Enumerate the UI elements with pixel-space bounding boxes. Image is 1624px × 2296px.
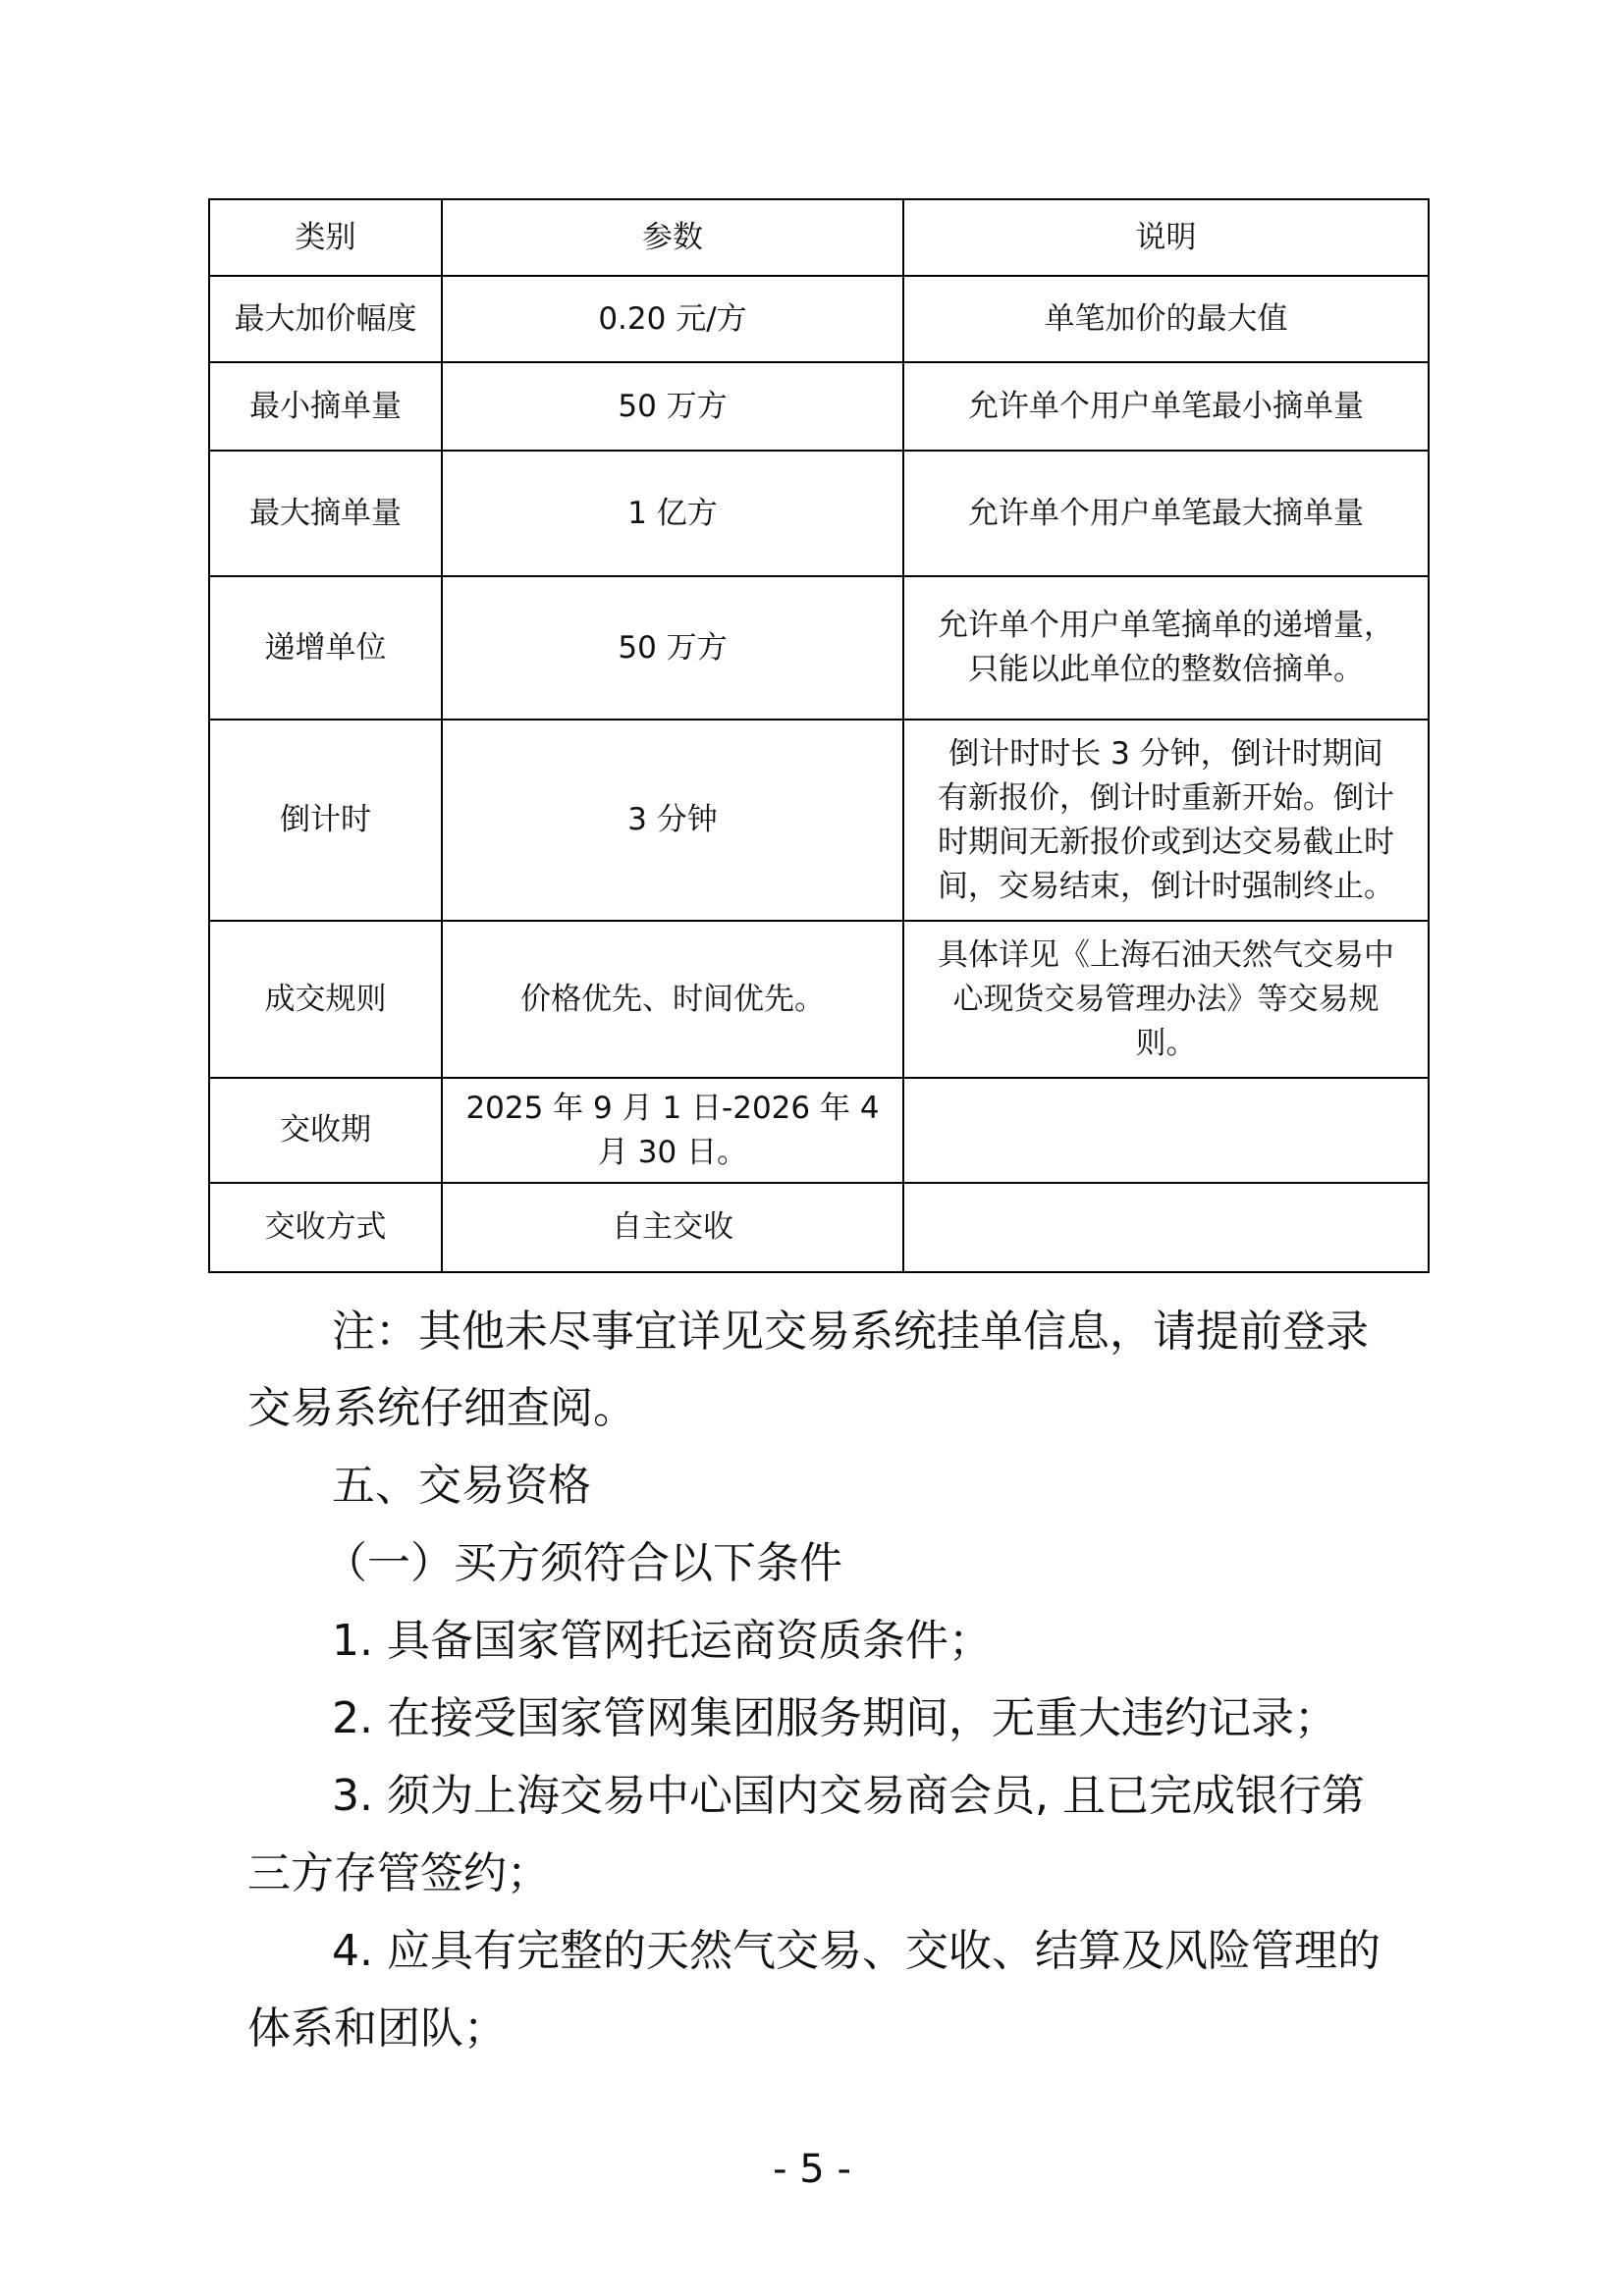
list-item-4-line-2: 体系和团队； [247,2003,507,2054]
cell-description: 单笔加价的最大值 [903,276,1429,362]
parameter-table [208,198,1430,1273]
table-row [209,720,1429,921]
cell-parameter: 1 亿方 [442,451,903,576]
header-description: 说明 [903,199,1429,276]
cell-category: 最小摘单量 [209,362,442,451]
table-row [209,451,1429,576]
cell-category: 交收方式 [209,1183,442,1272]
cell-category: 成交规则 [209,921,442,1078]
cell-description [903,1183,1429,1272]
list-item-1: 1. 具备国家管网托运商资质条件； [332,1616,992,1666]
list-item-3-line-1: 3. 须为上海交易中心国内交易商会员, 且已完成银行第 [332,1771,1365,1821]
cell-category: 倒计时 [209,720,442,921]
section-heading: 五、交易资格 [332,1461,591,1511]
cell-parameter: 价格优先、时间优先。 [442,921,903,1078]
cell-description: 允许单个用户单笔摘单的递增量， 只能以此单位的整数倍摘单。 [903,576,1429,720]
cell-parameter: 3 分钟 [442,720,903,921]
cell-parameter: 自主交收 [442,1183,903,1272]
table-row [209,576,1429,720]
note-line-1: 注：其他未尽事宜详见交易系统挂单信息，请提前登录 [332,1307,1369,1357]
cell-parameter: 2025 年 9 月 1 日-2026 年 4 月 30 日。 [442,1078,903,1183]
list-item-2: 2. 在接受国家管网集团服务期间，无重大违约记录； [332,1693,1337,1743]
cell-description: 允许单个用户单笔最小摘单量 [903,362,1429,451]
cell-parameter: 50 万方 [442,362,903,451]
section-subheading: （一）买方须符合以下条件 [324,1538,842,1588]
cell-description [903,1078,1429,1183]
table-header-row [209,199,1429,276]
cell-description: 具体详见《上海石油天然气交易中 心现货交易管理办法》等交易规 则。 [903,921,1429,1078]
cell-parameter: 50 万方 [442,576,903,720]
cell-description: 倒计时时长 3 分钟，倒计时期间 有新报价，倒计时重新开始。倒计 时期间无新报价或到达交易截止时 间，交易结束，倒计时强制终止。 [903,720,1429,921]
table-row [209,362,1429,451]
list-item-3-line-2: 三方存管签约； [247,1848,550,1898]
note-line-2: 交易系统仔细查阅。 [247,1383,636,1433]
table-row [209,1078,1429,1183]
cell-category: 最大加价幅度 [209,276,442,362]
table-row [209,1183,1429,1272]
list-item-4-line-1: 4. 应具有完整的天然气交易、交收、结算及风险管理的 [332,1926,1380,1976]
cell-category: 交收期 [209,1078,442,1183]
cell-parameter: 0.20 元/方 [442,276,903,362]
table-row [209,921,1429,1078]
cell-description: 允许单个用户单笔最大摘单量 [903,451,1429,576]
cell-category: 递增单位 [209,576,442,720]
page-number: - 5 - [773,2147,851,2192]
header-parameter: 参数 [442,199,903,276]
table-row [209,276,1429,362]
header-category: 类别 [209,199,442,276]
cell-category: 最大摘单量 [209,451,442,576]
